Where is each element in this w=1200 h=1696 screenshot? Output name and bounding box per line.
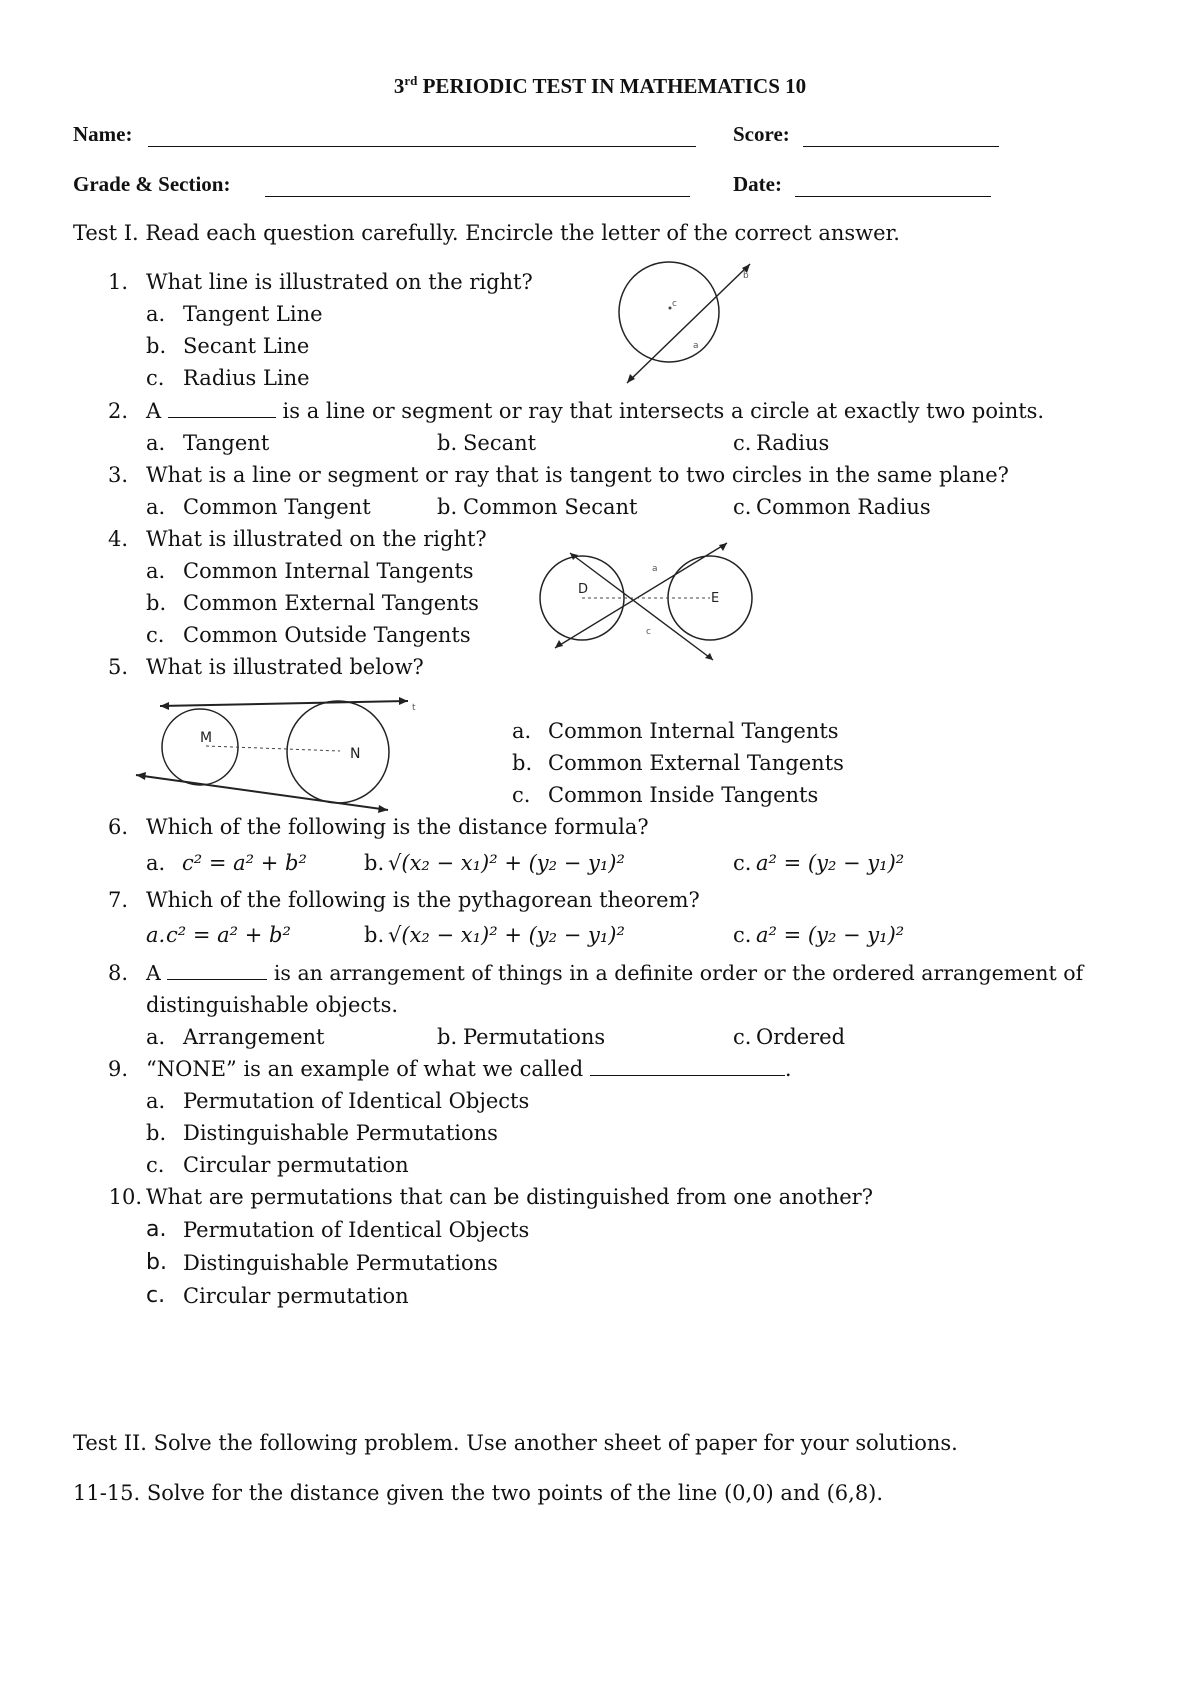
q3-option-c[interactable]: Common Radius [756, 495, 931, 519]
q8-option-c[interactable]: Ordered [756, 1025, 846, 1049]
grade-section-label: Grade & Section: [73, 172, 231, 196]
q5-option-b[interactable]: Common External Tangents [548, 751, 844, 775]
q7-option-b[interactable]: √(x₂ − x₁)² + (y₂ − y₁)² [388, 923, 625, 947]
q3-text: What is a line or segment or ray that is tangent to two circles in the same plane? [146, 463, 1009, 487]
q1-option-b-letter[interactable]: b. [146, 334, 167, 358]
name-field[interactable] [148, 146, 696, 147]
q10-option-a[interactable]: Permutation of Identical Objects [183, 1218, 530, 1242]
test2-instruction: Test II. Solve the following problem. Use another sheet of paper for your solutions. [73, 1431, 958, 1455]
q8-blank[interactable] [167, 961, 267, 980]
fig4-label-d: D [578, 582, 589, 597]
fig1-label-b: b [743, 271, 749, 281]
fig5-center-line [206, 746, 340, 751]
q7-option-c-letter[interactable]: c. [733, 923, 752, 947]
q9-text [146, 1054, 792, 1084]
q6-option-c[interactable]: a² = (y₂ − y₁)² [756, 851, 905, 875]
q8-number: 8. [107, 961, 128, 985]
q1-option-a-letter[interactable]: a. [146, 302, 166, 326]
q5-option-c[interactable]: Common Inside Tangents [548, 783, 819, 807]
title-number: 3 [393, 74, 405, 98]
q4-option-c-letter[interactable]: c. [146, 623, 165, 647]
q9-option-c[interactable]: Circular permutation [183, 1153, 409, 1177]
q3-number: 3. [107, 463, 128, 487]
fig4-label-a: a [652, 564, 658, 574]
q3-option-a[interactable]: Common Tangent [183, 495, 371, 519]
q4-option-b[interactable]: Common External Tangents [183, 591, 479, 615]
q8-option-b-letter[interactable]: b. [437, 1025, 458, 1049]
q8-text [146, 958, 1083, 988]
q10-option-c[interactable]: Circular permutation [183, 1284, 409, 1308]
q5-option-a-letter[interactable]: a. [512, 719, 532, 743]
q2-text-before: A [146, 399, 168, 423]
q1-option-c-letter[interactable]: c. [146, 366, 165, 390]
q9-option-a-letter[interactable]: a. [146, 1089, 166, 1113]
q5-option-b-letter[interactable]: b. [512, 751, 533, 775]
q10-option-b[interactable]: Distinguishable Permutations [183, 1251, 498, 1275]
fig5-label-n: N [350, 746, 361, 762]
q9-option-c-letter[interactable]: c. [146, 1153, 165, 1177]
title-superscript: rd [404, 73, 418, 88]
q1-text: What line is illustrated on the right? [146, 270, 533, 294]
q8-option-a-letter[interactable]: a. [146, 1025, 166, 1049]
fig4-label-c: c [646, 627, 651, 637]
tangent-line-figure [615, 258, 765, 393]
fig1-label-c: c [672, 299, 677, 309]
q1-option-c[interactable]: Radius Line [183, 366, 310, 390]
q1-option-a[interactable]: Tangent Line [183, 302, 323, 326]
q4-option-a-letter[interactable]: a. [146, 559, 166, 583]
q8-text-before: A [146, 961, 168, 985]
fig1-label-a: a [693, 341, 699, 351]
fig5-tangent-bottom [136, 775, 388, 810]
q9-option-a[interactable]: Permutation of Identical Objects [183, 1089, 530, 1113]
q2-number: 2. [107, 399, 128, 423]
fig1-circle [619, 262, 719, 362]
q8-option-b[interactable]: Permutations [463, 1025, 606, 1049]
q7-option-b-letter[interactable]: b. [364, 923, 385, 947]
q2-option-b-letter[interactable]: b. [437, 431, 458, 455]
fig5-label-t: t [412, 703, 416, 713]
q1-option-b[interactable]: Secant Line [183, 334, 310, 358]
q3-option-b[interactable]: Common Secant [463, 495, 638, 519]
q6-option-c-letter[interactable]: c. [733, 851, 752, 875]
q8-text-after: is an arrangement of things in a definite order or the ordered arrangement of [267, 961, 1084, 985]
page-title [0, 73, 1200, 99]
date-field[interactable] [795, 196, 991, 197]
q10-text: What are permutations that can be distinguished from one another? [146, 1185, 873, 1209]
q4-option-a[interactable]: Common Internal Tangents [183, 559, 474, 583]
fig4-label-e: E [711, 591, 720, 606]
q5-option-a[interactable]: Common Internal Tangents [548, 719, 839, 743]
q4-text: What is illustrated on the right? [146, 527, 487, 551]
q5-option-c-letter[interactable]: c. [512, 783, 531, 807]
q9-number: 9. [107, 1057, 128, 1081]
q1-number: 1. [107, 270, 128, 294]
fig5-arrow-top-left [160, 702, 169, 710]
q3-option-c-letter[interactable]: c. [733, 495, 752, 519]
name-label: Name: [73, 122, 133, 146]
q3-option-a-letter[interactable]: a. [146, 495, 166, 519]
fig1-tangent-line [627, 264, 750, 383]
q2-option-c[interactable]: Radius [756, 431, 830, 455]
q2-blank[interactable] [168, 399, 276, 418]
q9-text-before: “NONE” is an example of what we called [146, 1057, 590, 1081]
q4-option-b-letter[interactable]: b. [146, 591, 167, 615]
q10-option-a-letter[interactable]: a. [146, 1217, 167, 1242]
q10-number: 10. [108, 1185, 142, 1209]
q10-option-c-letter[interactable]: c. [146, 1283, 166, 1308]
q7-text: Which of the following is the pythagorean theorem? [146, 888, 700, 912]
q2-option-c-letter[interactable]: c. [733, 431, 752, 455]
q4-number: 4. [107, 527, 128, 551]
q5-text: What is illustrated below? [146, 655, 424, 679]
q7-option-a-letter[interactable]: a. [146, 923, 166, 947]
q6-option-a-letter[interactable]: a. [146, 851, 166, 875]
q8-option-c-letter[interactable]: c. [733, 1025, 752, 1049]
q9-option-b-letter[interactable]: b. [146, 1121, 167, 1145]
q10-option-b-letter[interactable]: b. [146, 1250, 167, 1275]
score-field[interactable] [803, 146, 999, 147]
q9-option-b[interactable]: Distinguishable Permutations [183, 1121, 498, 1145]
title-text: PERIODIC TEST IN MATHEMATICS 10 [417, 74, 807, 98]
q2-text-after: is a line or segment or ray that intersects a circle at exactly two points. [275, 399, 1045, 423]
q4-option-c[interactable]: Common Outside Tangents [183, 623, 471, 647]
q6-option-b[interactable]: √(x₂ − x₁)² + (y₂ − y₁)² [388, 851, 625, 875]
fig5-tangent-top [160, 701, 408, 706]
q7-option-a[interactable]: c² = a² + b² [166, 923, 291, 947]
q9-text-after: . [784, 1057, 792, 1081]
q2-text [146, 396, 1044, 426]
fig5-label-m: M [200, 730, 213, 746]
q6-option-a[interactable]: c² = a² + b² [182, 851, 307, 875]
internal-tangents-figure [535, 538, 770, 665]
score-label: Score: [733, 122, 790, 146]
fig4-tangent-2 [570, 553, 713, 660]
q6-text: Which of the following is the distance formula? [146, 815, 649, 839]
fig1-arrowhead-left [627, 374, 635, 383]
q2-option-a[interactable]: Tangent [183, 431, 270, 455]
q8-option-a[interactable]: Arrangement [183, 1025, 325, 1049]
fig5-arrow-top-right [399, 697, 408, 705]
fig5-circle-n [287, 701, 389, 803]
q7-option-c[interactable]: a² = (y₂ − y₁)² [756, 923, 905, 947]
test2-problem: 11-15. Solve for the distance given the two points of the line (0,0) and (6,8). [73, 1481, 884, 1505]
q9-blank[interactable] [590, 1057, 785, 1076]
q6-number: 6. [107, 815, 128, 839]
q2-option-a-letter[interactable]: a. [146, 431, 166, 455]
grade-section-field[interactable] [265, 196, 690, 197]
q6-option-b-letter[interactable]: b. [364, 851, 385, 875]
q8-text-line2: distinguishable objects. [146, 993, 399, 1017]
q5-number: 5. [107, 655, 128, 679]
test1-instruction: Test I. Read each question carefully. Encircle the letter of the correct answer. [73, 221, 900, 245]
date-label: Date: [733, 172, 782, 196]
q2-option-b[interactable]: Secant [463, 431, 537, 455]
external-tangents-figure [130, 695, 420, 820]
q3-option-b-letter[interactable]: b. [437, 495, 458, 519]
q7-number: 7. [107, 888, 128, 912]
